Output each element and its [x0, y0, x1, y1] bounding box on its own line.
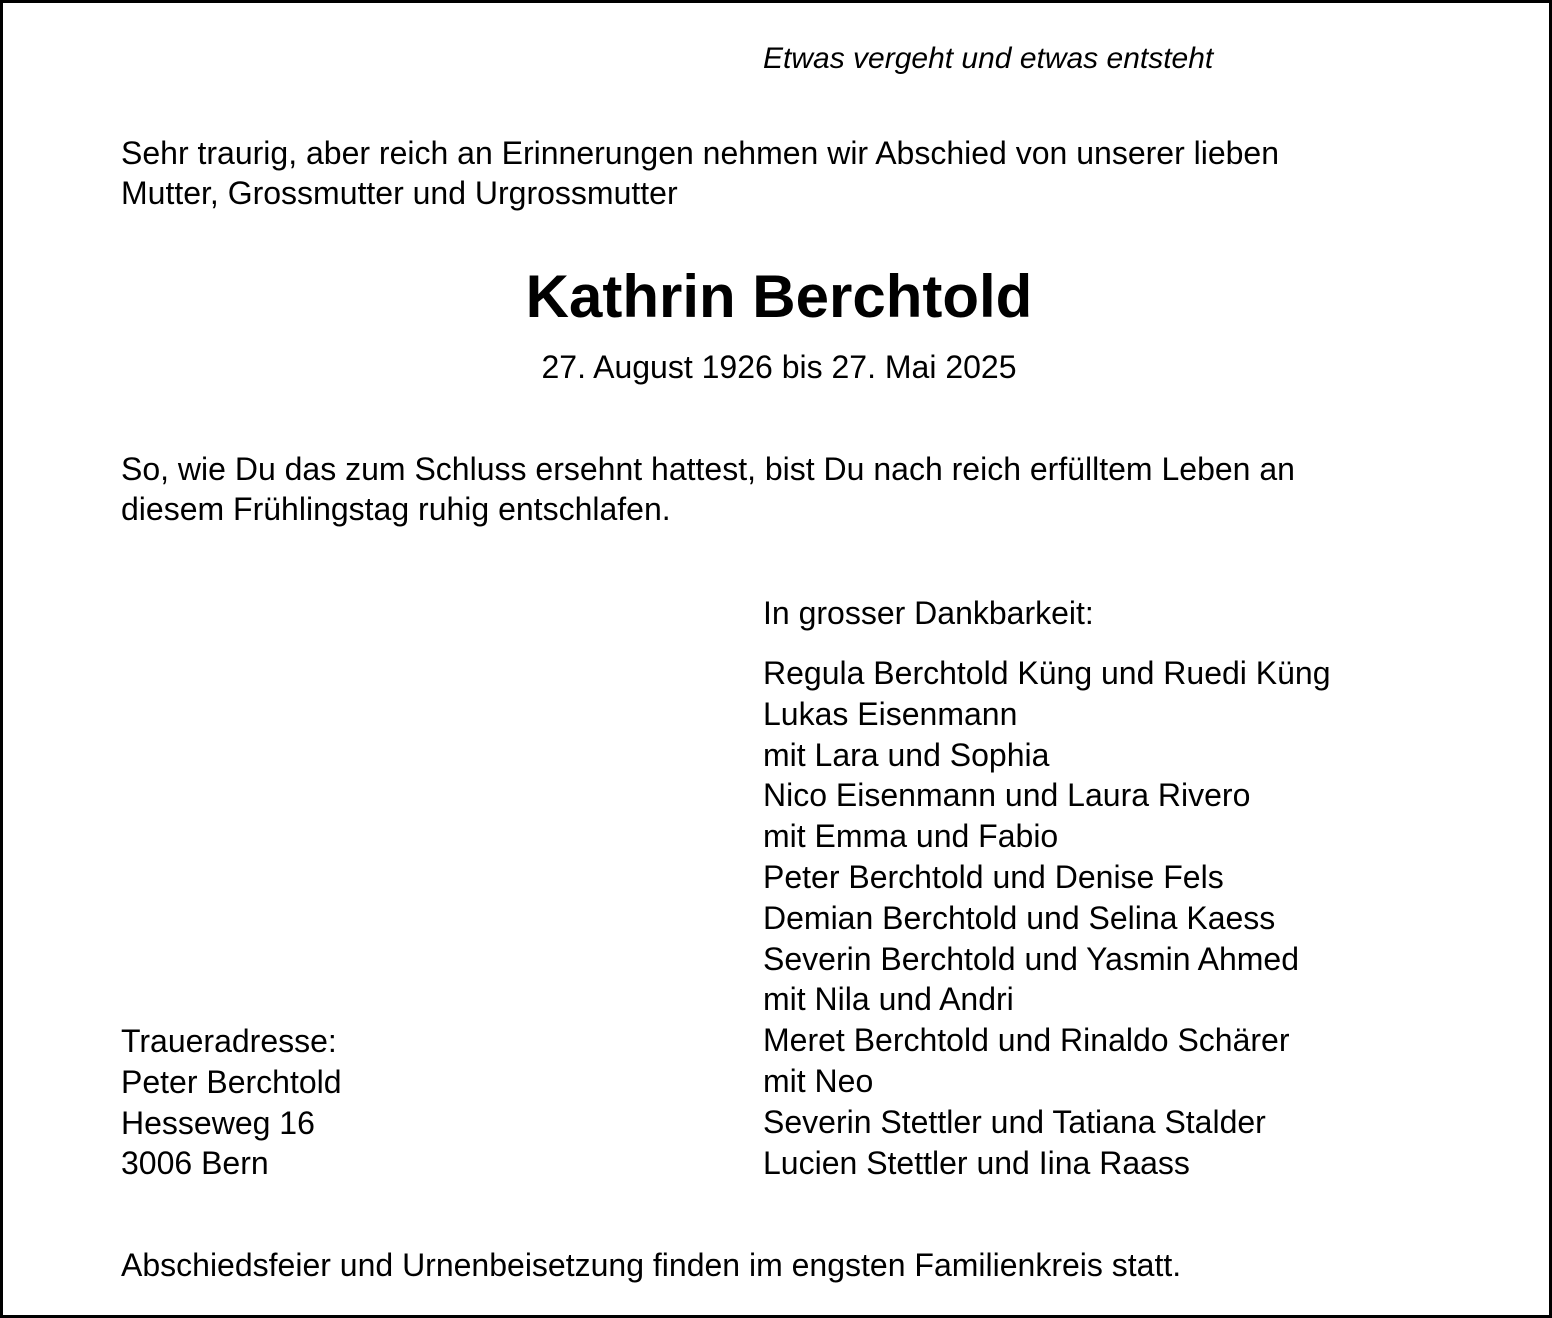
life-dates: 27. August 1926 bis 27. Mai 2025 [541, 349, 1017, 385]
closing-line: diesem Frühlingstag ruhig entschlafen. [121, 491, 671, 527]
mourning-address [121, 1021, 342, 1184]
motto: Etwas vergeht und etwas entsteht [763, 42, 1214, 75]
closing-text [121, 449, 1295, 529]
intro-line: Mutter, Grossmutter und Urgrossmutter [121, 175, 678, 211]
family-line: Severin Stettler und Tatiana Stalder [763, 1103, 1266, 1140]
family-line: mit Neo [763, 1062, 874, 1099]
family-line: Severin Berchtold und Yasmin Ahmed [763, 940, 1300, 977]
family-line: Demian Berchtold und Selina Kaess [763, 899, 1276, 936]
family-line: Regula Berchtold Küng und Ruedi Küng [763, 655, 1331, 691]
family-list [763, 653, 1331, 1183]
address-label: Traueradresse: [121, 1023, 337, 1059]
family-line: Lucien Stettler und Iina Raass [763, 1144, 1190, 1181]
deceased-name: Kathrin Berchtold [525, 263, 1033, 330]
thanks-heading: In grosser Dankbarkeit: [763, 595, 1094, 631]
family-line: Lukas Eisenmann [763, 695, 1018, 732]
address-name: Peter Berchtold [121, 1063, 342, 1100]
family-line: mit Lara und Sophia [763, 736, 1050, 773]
family-line: mit Emma und Fabio [763, 818, 1059, 855]
family-line: Meret Berchtold und Rinaldo Schärer [763, 1022, 1290, 1059]
family-line: mit Nila und Andri [763, 981, 1014, 1018]
intro-text [121, 133, 1279, 213]
ceremony-note: Abschiedsfeier und Urnenbeisetzung finden im engsten Familienkreis statt. [121, 1247, 1182, 1283]
intro-line: Sehr traurig, aber reich an Erinnerungen nehmen wir Abschied von unserer lieben [121, 135, 1280, 171]
closing-line: So, wie Du das zum Schluss ersehnt hattest, bist Du nach reich erfülltem Leben an [121, 451, 1295, 487]
family-line: Nico Eisenmann und Laura Rivero [763, 777, 1251, 814]
family-line: Peter Berchtold und Denise Fels [763, 858, 1224, 895]
address-street: Hesseweg 16 [121, 1104, 315, 1141]
address-city: 3006 Bern [121, 1145, 269, 1182]
